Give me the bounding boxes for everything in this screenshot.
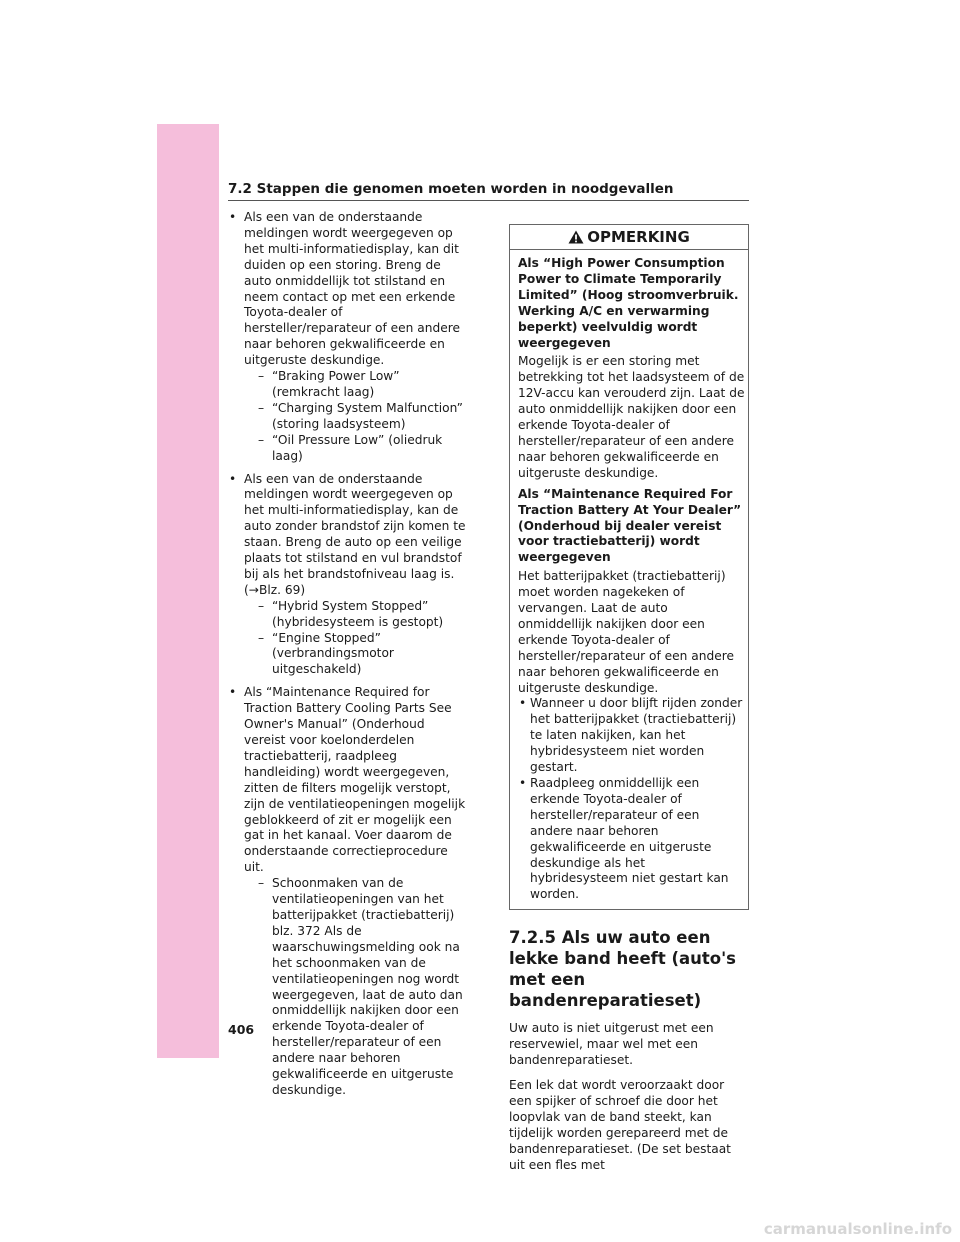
warning-message-list (228, 210, 468, 1099)
list-item (228, 210, 468, 465)
left-column (228, 210, 468, 1106)
sub-list-item: – “Charging System Malfunction” (storing laadsysteem) (258, 401, 468, 433)
notice-paragraph: Mogelijk is er een storing met betrekking tot het laadsysteem of de 12V-accu kan verouderd zijn. Laat de auto onmiddellijk nakijken door een erkende Toyota-dealer of hersteller/reparateur of een andere naar behoren gekwalificeerde en uitgeruste deskundige. (518, 354, 745, 480)
sub-list-item: – “Engine Stopped” (verbrandingsmotor uitgeschakeld) (258, 631, 468, 679)
notice-heading: Als “Maintenance Required For Traction Battery At Your Dealer” (Onderhoud bij dealer vereist voor tractiebatterij) wordt weergegeven (518, 486, 742, 565)
sub-list-item: – Schoonmaken van de ventilatieopeningen van het batterijpakket (tractiebatterij) blz. 372 Als de waarschuwingsmelding ook na het schoonmaken van de ventilatieopeningen nog wordt weergegeven, laat de auto dan onmiddellijk nakijken door een erkende Toyota-dealer of hersteller/reparateur of een andere naar behoren gekwalificeerde en uitgeruste deskundige. (258, 876, 468, 1099)
notice-paragraph: Het batterijpakket (tractiebatterij) moet worden nagekeken of vervangen. Laat de auto onmiddellijk nakijken door een erkende Toyota-dealer of hersteller/reparateur of een andere naar behoren gekwalificeerde en uitgeruste deskundige. (518, 569, 734, 695)
subsection-number: 7.2.5 (509, 928, 556, 948)
sub-list (244, 369, 468, 464)
right-column (509, 224, 749, 1182)
notice-heading: Als “High Power Consumption Power to Climate Temporarily Limited” (Hoog stroomverbruik. Werking A/C en verwarming beperkt) veelvuldig wordt weergegeven (518, 256, 739, 350)
list-item-text: Als “Maintenance Required for Traction Battery Cooling Parts See Owner's Manual” (Onderhoud vereist voor koelonderdelen tractiebatterij, raadpleeg handleiding) wordt weergegeven, zitten de filters mogelijk verstopt, zijn de ventilatieopeningen mogelijk geblokkeerd of zit er mogelijk een gat in het kanaal. Voer daarom de onderstaande correctieprocedure uit. (244, 685, 466, 875)
notice-title: OPMERKING (587, 228, 690, 246)
page-number: 406 (228, 1022, 255, 1037)
sub-list-item: – “Oil Pressure Low” (oliedruk laag) (258, 433, 468, 465)
notice-body (510, 250, 748, 909)
sub-list-item: – “Hybrid System Stopped” (hybridesysteem is gestopt) (258, 599, 468, 631)
body-paragraph: Uw auto is niet uitgerust met een reservewiel, maar wel met een bandenreparatieset. (509, 1021, 714, 1068)
notice-bullet-list (518, 696, 745, 903)
sub-list (244, 876, 468, 1099)
notice-header (510, 225, 748, 250)
subsection-title: Als uw auto een lekke band heeft (auto's met een bandenreparatieset) (509, 928, 736, 1011)
subsection-heading (509, 927, 749, 1011)
body-paragraph: Een lek dat wordt veroorzaakt door een spijker of schroef die door het loopvlak van de band steekt, kan tijdelijk worden gerepareerd met de bandenreparatieset. (De set bestaat uit een fles met (509, 1077, 731, 1172)
list-item (228, 472, 468, 679)
list-item (228, 685, 468, 1099)
section-header: 7.2 Stappen die genomen moeten worden in noodgevallen (228, 180, 749, 201)
list-item-text: Als een van de onderstaande meldingen wordt weergegeven op het multi-informatiedisplay, kan dit duiden op een storing. Breng de auto onmiddellijk tot stilstand en neem contact op met een erkende Toyota-dealer of hersteller/reparateur of een andere naar behoren gekwalificeerde en uitgeruste deskundige. (244, 210, 460, 368)
watermark: carmanualsonline.info (763, 1220, 952, 1238)
list-item: • Raadpleeg onmiddellijk een erkende Toyota-dealer of hersteller/reparateur of een andere naar behoren gekwalificeerde en uitgeruste deskundige als het hybridesysteem niet gestart kan worden. (518, 776, 745, 903)
warning-icon (568, 230, 584, 244)
sub-list-item: – “Braking Power Low” (remkracht laag) (258, 369, 468, 401)
list-item-text: Als een van de onderstaande meldingen wordt weergegeven op het multi-informatiedisplay, kan de auto zonder brandstof zijn komen te staan. Breng de auto op een veilige plaats tot stilstand en vul brandstof bij als het brandstofniveau laag is. (→Blz. 69) (244, 471, 466, 597)
sub-list (244, 599, 468, 679)
section-side-tab (157, 124, 219, 1058)
list-item: • Wanneer u door blijft rijden zonder het batterijpakket (tractiebatterij) te laten nakijken, kan het hybridesysteem niet worden gestart. (518, 696, 745, 776)
notice-box (509, 224, 749, 910)
